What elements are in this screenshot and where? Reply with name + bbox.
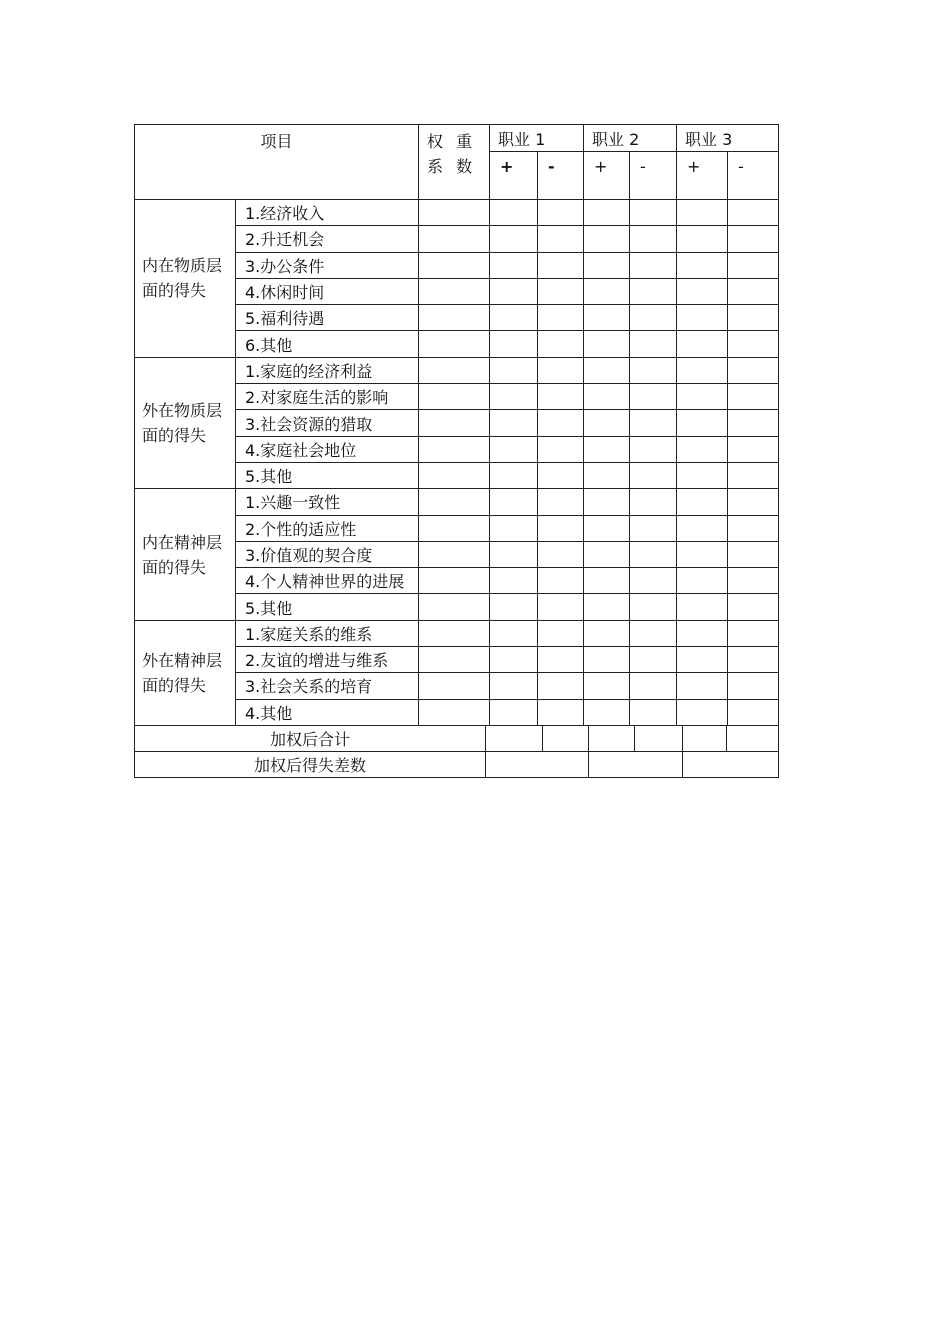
item-label: 2.升迁机会 xyxy=(236,226,419,252)
score-cell[interactable] xyxy=(538,594,584,620)
score-cell[interactable] xyxy=(490,305,538,331)
weight-cell[interactable] xyxy=(419,620,490,646)
job-3-minus: - xyxy=(728,152,779,200)
weight-cell[interactable] xyxy=(419,515,490,541)
item-label: 3.价值观的契合度 xyxy=(236,541,419,567)
score-cell[interactable] xyxy=(630,541,677,567)
weight-cell[interactable] xyxy=(419,462,490,488)
score-cell[interactable] xyxy=(584,620,630,646)
score-cell[interactable] xyxy=(630,357,677,383)
totals-table xyxy=(134,725,779,778)
score-cell[interactable] xyxy=(584,647,630,673)
category-label: 外在精神层面的得失 xyxy=(135,620,236,725)
score-cell[interactable] xyxy=(728,568,779,594)
item-label: 1.家庭关系的维系 xyxy=(236,620,419,646)
score-cell[interactable] xyxy=(630,594,677,620)
score-cell[interactable] xyxy=(728,699,779,725)
score-cell[interactable] xyxy=(728,357,779,383)
item-label: 1.家庭的经济利益 xyxy=(236,357,419,383)
score-cell[interactable] xyxy=(677,200,728,226)
score-cell[interactable] xyxy=(630,384,677,410)
score-cell[interactable] xyxy=(538,673,584,699)
score-cell[interactable] xyxy=(677,278,728,304)
score-cell[interactable] xyxy=(538,331,584,357)
weight-cell[interactable] xyxy=(419,278,490,304)
score-cell[interactable] xyxy=(728,620,779,646)
score-cell[interactable] xyxy=(630,331,677,357)
weight-cell[interactable] xyxy=(419,489,490,515)
score-cell[interactable] xyxy=(630,252,677,278)
category-label: 内在精神层面的得失 xyxy=(135,489,236,620)
score-cell[interactable] xyxy=(490,647,538,673)
score-cell[interactable] xyxy=(538,647,584,673)
score-cell[interactable] xyxy=(538,568,584,594)
score-cell[interactable] xyxy=(630,436,677,462)
score-cell[interactable] xyxy=(490,384,538,410)
table-row xyxy=(135,489,779,515)
score-cell[interactable] xyxy=(630,647,677,673)
score-cell[interactable] xyxy=(728,541,779,567)
score-cell[interactable] xyxy=(584,278,630,304)
score-cell[interactable] xyxy=(677,436,728,462)
job-2-minus: - xyxy=(630,152,677,200)
score-cell[interactable] xyxy=(584,699,630,725)
score-cell[interactable] xyxy=(677,620,728,646)
score-cell[interactable] xyxy=(630,278,677,304)
job-1-minus: - xyxy=(538,152,584,200)
score-cell[interactable] xyxy=(490,489,538,515)
score-cell[interactable] xyxy=(538,620,584,646)
score-cell[interactable] xyxy=(728,647,779,673)
score-cell[interactable] xyxy=(630,568,677,594)
score-cell[interactable] xyxy=(677,647,728,673)
item-label: 1.经济收入 xyxy=(236,200,419,226)
score-cell[interactable] xyxy=(584,226,630,252)
score-cell[interactable] xyxy=(728,515,779,541)
score-cell[interactable] xyxy=(630,673,677,699)
header-project: 项目 xyxy=(135,125,419,200)
weight-cell[interactable] xyxy=(419,699,490,725)
score-cell[interactable] xyxy=(584,541,630,567)
header-weight: 权 重 系 数 xyxy=(419,125,490,200)
score-cell[interactable] xyxy=(490,515,538,541)
score-cell[interactable] xyxy=(630,410,677,436)
score-cell[interactable] xyxy=(677,305,728,331)
score-cell[interactable] xyxy=(584,515,630,541)
category-label: 外在物质层面的得失 xyxy=(135,357,236,488)
score-cell[interactable] xyxy=(538,410,584,436)
score-cell[interactable] xyxy=(630,489,677,515)
score-cell[interactable] xyxy=(538,699,584,725)
score-cell[interactable] xyxy=(728,278,779,304)
score-cell[interactable] xyxy=(630,620,677,646)
score-cell[interactable] xyxy=(728,252,779,278)
weighted-diff-label: 加权后得失差数 xyxy=(135,752,486,778)
weight-cell[interactable] xyxy=(419,305,490,331)
score-cell[interactable] xyxy=(490,699,538,725)
score-cell[interactable] xyxy=(490,252,538,278)
score-cell[interactable] xyxy=(538,436,584,462)
total-cell[interactable] xyxy=(635,726,683,752)
job-3-plus: + xyxy=(677,152,728,200)
score-cell[interactable] xyxy=(677,673,728,699)
header-job-3: 职业 3 xyxy=(677,125,779,152)
weight-cell[interactable] xyxy=(419,410,490,436)
score-cell[interactable] xyxy=(584,331,630,357)
score-cell[interactable] xyxy=(728,489,779,515)
score-cell[interactable] xyxy=(630,515,677,541)
score-cell[interactable] xyxy=(490,594,538,620)
score-cell[interactable] xyxy=(630,462,677,488)
weight-cell[interactable] xyxy=(419,252,490,278)
weight-cell[interactable] xyxy=(419,673,490,699)
item-label: 2.个性的适应性 xyxy=(236,515,419,541)
score-cell[interactable] xyxy=(677,384,728,410)
score-cell[interactable] xyxy=(584,489,630,515)
score-cell[interactable] xyxy=(490,200,538,226)
weight-cell[interactable] xyxy=(419,594,490,620)
item-label: 5.福利待遇 xyxy=(236,305,419,331)
diff-cell-job-1[interactable] xyxy=(486,752,589,778)
score-cell[interactable] xyxy=(677,515,728,541)
score-cell[interactable] xyxy=(584,200,630,226)
career-evaluation-table xyxy=(134,124,779,726)
total-cell[interactable] xyxy=(727,726,779,752)
item-label: 3.社会关系的培育 xyxy=(236,673,419,699)
score-cell[interactable] xyxy=(728,384,779,410)
score-cell[interactable] xyxy=(538,515,584,541)
weight-cell[interactable] xyxy=(419,357,490,383)
score-cell[interactable] xyxy=(490,436,538,462)
score-cell[interactable] xyxy=(584,252,630,278)
score-cell[interactable] xyxy=(538,226,584,252)
item-label: 2.友谊的增进与维系 xyxy=(236,647,419,673)
score-cell[interactable] xyxy=(538,357,584,383)
item-label: 6.其他 xyxy=(236,331,419,357)
score-cell[interactable] xyxy=(490,226,538,252)
header-job-1: 职业 1 xyxy=(490,125,584,152)
weight-cell[interactable] xyxy=(419,436,490,462)
item-label: 4.个人精神世界的进展 xyxy=(236,568,419,594)
score-cell[interactable] xyxy=(677,331,728,357)
category-label: 内在物质层面的得失 xyxy=(135,200,236,358)
item-label: 2.对家庭生活的影响 xyxy=(236,384,419,410)
score-cell[interactable] xyxy=(490,357,538,383)
score-cell[interactable] xyxy=(584,305,630,331)
score-cell[interactable] xyxy=(677,462,728,488)
weight-cell[interactable] xyxy=(419,384,490,410)
score-cell[interactable] xyxy=(490,568,538,594)
score-cell[interactable] xyxy=(677,252,728,278)
score-cell[interactable] xyxy=(584,568,630,594)
item-label: 5.其他 xyxy=(236,462,419,488)
score-cell[interactable] xyxy=(677,568,728,594)
score-cell[interactable] xyxy=(584,673,630,699)
score-cell[interactable] xyxy=(677,410,728,436)
weight-cell[interactable] xyxy=(419,647,490,673)
item-label: 4.家庭社会地位 xyxy=(236,436,419,462)
score-cell[interactable] xyxy=(538,489,584,515)
score-cell[interactable] xyxy=(728,410,779,436)
score-cell[interactable] xyxy=(677,541,728,567)
job-1-plus: + xyxy=(490,152,538,200)
total-cell[interactable] xyxy=(543,726,589,752)
score-cell[interactable] xyxy=(630,699,677,725)
score-cell[interactable] xyxy=(728,331,779,357)
item-label: 5.其他 xyxy=(236,594,419,620)
weight-cell[interactable] xyxy=(419,331,490,357)
score-cell[interactable] xyxy=(630,226,677,252)
score-cell[interactable] xyxy=(630,305,677,331)
score-cell[interactable] xyxy=(584,410,630,436)
score-cell[interactable] xyxy=(538,462,584,488)
score-cell[interactable] xyxy=(728,226,779,252)
score-cell[interactable] xyxy=(677,489,728,515)
weight-cell[interactable] xyxy=(419,568,490,594)
score-cell[interactable] xyxy=(490,673,538,699)
diff-cell-job-2[interactable] xyxy=(589,752,683,778)
header-job-2: 职业 2 xyxy=(584,125,677,152)
score-cell[interactable] xyxy=(490,462,538,488)
score-cell[interactable] xyxy=(630,200,677,226)
score-cell[interactable] xyxy=(677,226,728,252)
table-row xyxy=(135,357,779,383)
job-2-plus: + xyxy=(584,152,630,200)
score-cell[interactable] xyxy=(490,331,538,357)
diff-cell-job-3[interactable] xyxy=(683,752,779,778)
score-cell[interactable] xyxy=(728,462,779,488)
score-cell[interactable] xyxy=(728,594,779,620)
score-cell[interactable] xyxy=(538,305,584,331)
score-cell[interactable] xyxy=(490,278,538,304)
score-cell[interactable] xyxy=(584,594,630,620)
item-label: 3.办公条件 xyxy=(236,252,419,278)
weight-cell[interactable] xyxy=(419,541,490,567)
score-cell[interactable] xyxy=(728,305,779,331)
table-row xyxy=(135,200,779,226)
score-cell[interactable] xyxy=(677,594,728,620)
score-cell[interactable] xyxy=(538,384,584,410)
score-cell[interactable] xyxy=(538,200,584,226)
weight-cell[interactable] xyxy=(419,200,490,226)
item-label: 1.兴趣一致性 xyxy=(236,489,419,515)
total-cell[interactable] xyxy=(683,726,727,752)
score-cell[interactable] xyxy=(538,541,584,567)
total-cell[interactable] xyxy=(486,726,543,752)
score-cell[interactable] xyxy=(584,357,630,383)
score-cell[interactable] xyxy=(728,200,779,226)
score-cell[interactable] xyxy=(538,278,584,304)
item-label: 3.社会资源的猎取 xyxy=(236,410,419,436)
weight-cell[interactable] xyxy=(419,226,490,252)
total-cell[interactable] xyxy=(589,726,635,752)
score-cell[interactable] xyxy=(490,410,538,436)
score-cell[interactable] xyxy=(490,541,538,567)
score-cell[interactable] xyxy=(728,673,779,699)
score-cell[interactable] xyxy=(677,699,728,725)
score-cell[interactable] xyxy=(728,436,779,462)
score-cell[interactable] xyxy=(677,357,728,383)
table-row xyxy=(135,620,779,646)
score-cell[interactable] xyxy=(538,252,584,278)
item-label: 4.休闲时间 xyxy=(236,278,419,304)
item-label: 4.其他 xyxy=(236,699,419,725)
score-cell[interactable] xyxy=(584,384,630,410)
weighted-total-label: 加权后合计 xyxy=(135,726,486,752)
score-cell[interactable] xyxy=(584,462,630,488)
score-cell[interactable] xyxy=(490,620,538,646)
score-cell[interactable] xyxy=(584,436,630,462)
